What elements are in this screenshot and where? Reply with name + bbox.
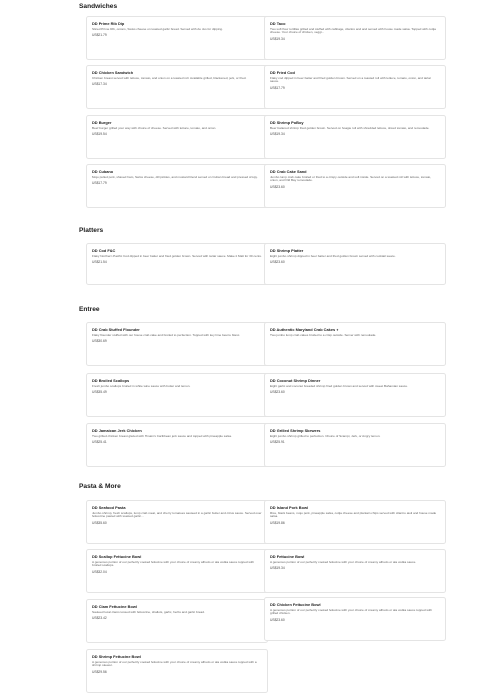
- menu-item-card[interactable]: [86, 423, 268, 467]
- menu-item-card[interactable]: [264, 243, 446, 285]
- menu-item-name: DD Fettucine Bowl: [270, 554, 305, 559]
- menu-item-price: US$17.34: [92, 82, 107, 86]
- menu-item-name: DD Grilled Shrimp Skewers: [270, 428, 321, 433]
- menu-item-name: DD Chicken Sandwich: [92, 70, 134, 75]
- menu-item-price: US$19.34: [270, 132, 285, 136]
- menu-item-name: DD Island Pork Bowl: [270, 505, 309, 510]
- menu-item-name: DD Burger: [92, 120, 112, 125]
- menu-item-name: DD Coconut Shrimp Dinner: [270, 378, 321, 383]
- menu-item-name: DD Cubano: [92, 169, 114, 174]
- menu-item-name: DD Shrimp PoBoy: [270, 120, 304, 125]
- menu-item-card[interactable]: [86, 115, 268, 159]
- menu-item-name: DD Shrimp Platter: [270, 248, 304, 253]
- menu-item-description: Eight garlic and coconut breaded shrimp fried golden brown and served with sweet Bahamian sauce.: [270, 384, 408, 388]
- menu-item-description: Jumbo lump crab cake broiled or fried to a crispy outside and soft inside. Served on a toasted roll with lettuce, tomato, onion, and Old Bay remoulade.: [270, 175, 432, 183]
- menu-item-description: Flaky cod dipped in beer batter and fried golden brown. Served on a toasted roll with lettuce, tomato, onion, and tartar sauce.: [270, 76, 431, 84]
- menu-item-card[interactable]: [86, 599, 268, 643]
- menu-item-name: DD Cod F&C: [92, 248, 116, 253]
- menu-item-name: DD Taco: [270, 21, 286, 26]
- menu-item-description: Sliced Prime Rib, onions, Swiss cheese on toasted garlic bread. Served with Au Jus for dipping.: [92, 27, 223, 31]
- menu-item-name: DD Scallop Fettucine Bowl: [92, 554, 142, 559]
- section-title-pasta-more: Pasta & More: [79, 483, 121, 490]
- menu-item-description: Chicken breast served with lettuce, tomato, and onion on a toasted roll. Available grilled, blackened, jerk, or fried.: [92, 76, 247, 80]
- menu-item-name: DD Seafood Pasta: [92, 505, 126, 510]
- menu-item-price: US$29.56: [92, 669, 107, 674]
- menu-item-name: DD Authentic Maryland Crab Cakes: [270, 327, 336, 332]
- menu-item-name: DD Clam Fettucine Bowl: [92, 604, 137, 609]
- menu-item-price: US$35.49: [92, 390, 107, 394]
- menu-item-price: US$21.54: [92, 260, 107, 264]
- menu-item-card[interactable]: [86, 322, 268, 366]
- menu-item-description: A generous portion of our perfectly cooked fettucine with your choice of creamy alfredo or ala vodka sauce topped with broiled scallops.: [92, 560, 254, 568]
- menu-item-name: DD Fried Cod: [270, 70, 295, 75]
- menu-item-price: US$19.34: [270, 566, 285, 570]
- menu-item-card[interactable]: [264, 322, 446, 366]
- menu-item-name: DD Shrimp Fettucine Bowl: [92, 654, 141, 659]
- menu-item-name: DD Jamaican Jerk Chicken: [92, 428, 142, 433]
- menu-item-description: Beef burger grilled your way with choice of cheese. Served with lettuce, tomato, and onion.: [92, 126, 217, 130]
- menu-item-description: Two soft flour tortillas grilled and stuffed with cabbage, cilantro and and served with house made salsa. Topped with cotija cheese. Your choice of chicken, veggi...: [270, 27, 436, 35]
- menu-item-name: DD Broiled Scallops: [92, 378, 130, 383]
- section-title-entree: Entree: [79, 306, 100, 313]
- menu-item-price: US$23.60: [270, 260, 285, 264]
- menu-item-card[interactable]: [264, 423, 446, 467]
- menu-item-card[interactable]: [264, 373, 446, 417]
- menu-item-name: DD Prime Rib Dip: [92, 21, 125, 26]
- menu-item-price: US$32.04: [92, 569, 107, 574]
- menu-item-card[interactable]: [264, 164, 446, 208]
- menu-item-card[interactable]: [86, 164, 268, 208]
- menu-item-price: US$23.60: [270, 617, 285, 622]
- menu-item-description: A generous portion of our perfectly cooked fettucine with your choice of creamy alfredo or ala vodka sauce topped with a shrimp skewer.: [92, 660, 257, 668]
- menu-item-description: Flaky Northern Pacific Cod dipped in beer batter and fried golden brown. Served with tartar sauce. Make it Malt for 30 cents.: [92, 254, 262, 258]
- menu-item-price: US$23.60: [270, 390, 285, 394]
- menu-item-price: US$25.41: [92, 440, 107, 444]
- menu-item-description: Sauteed local clams tossed with fettuccine, shallots, garlic, herbs and garlic bread.: [92, 610, 205, 614]
- menu-item-description: Flaky flounder stuffed with our house crab cake and broiled to perfection. Topped with key lime beurre blanc.: [92, 333, 241, 337]
- menu-item-price: US$23.42: [92, 616, 107, 620]
- menu-item-name: DD Crab Cake Sand: [270, 169, 307, 174]
- menu-item-card[interactable]: [86, 16, 268, 60]
- menu-item-card[interactable]: [264, 597, 446, 641]
- section-title-platters: Platters: [79, 227, 104, 234]
- menu-item-card[interactable]: [264, 500, 446, 544]
- menu-item-description: A generous portion of our perfectly cooked fettucine with your choice of creamy alfredo or ala vodka sauce topped with grilled chicken.: [270, 608, 432, 616]
- menu-item-price: US$19.86: [270, 520, 285, 525]
- menu-item-price: US$19.34: [270, 36, 285, 41]
- menu-item-price: US$35.60: [92, 520, 107, 525]
- menu-item-card[interactable]: [86, 373, 268, 417]
- menu-item-name-row: [270, 327, 440, 333]
- menu-item-card[interactable]: [264, 16, 446, 60]
- menu-item-description: Two jumbo lump crab cakes broiled to a crisp outside. Server with remoulade.: [270, 334, 377, 338]
- menu-item-card[interactable]: [86, 549, 268, 593]
- menu-item-card[interactable]: [86, 500, 268, 544]
- menu-item-price: US$21.79: [92, 33, 107, 37]
- menu-item-description: A generous portion of our perfectly cooked fettucine with your choice of creamy alfredo or ala vodka sauce.: [270, 560, 417, 564]
- menu-item-card[interactable]: [86, 649, 268, 693]
- menu-item-price: US$25.91: [270, 440, 285, 444]
- menu-item-name: DD Crab Stuffed Flounder: [92, 327, 140, 332]
- menu-item-price: US$17.79: [270, 85, 285, 90]
- menu-item-price: US$17.79: [92, 181, 107, 185]
- menu-item-description: Jumbo shrimp, fresh scallops, lump crab meat, and cherry tomatoes sauteed in a garlic butter and citrus sauce. Served over fettuccine pasted with toasted garlic...: [92, 511, 262, 519]
- menu-item-card[interactable]: [264, 115, 446, 159]
- menu-item-card[interactable]: [264, 549, 446, 593]
- section-title-sandwiches: Sandwiches: [79, 3, 118, 10]
- menu-item-card[interactable]: [86, 65, 268, 109]
- menu-item-description: Eight jumbo shrimp dipped in beer batter and fried golden brown served with cocktail sauce.: [270, 254, 396, 258]
- menu-item-card[interactable]: [86, 243, 268, 285]
- menu-item-price: US$30.69: [92, 339, 107, 343]
- menu-item-description: Mojo pulled pork, shaved ham, Swiss cheese, dill pickles, and mustard blend served on Cuban bread and pressed crispy.: [92, 175, 258, 179]
- menu-item-card[interactable]: [264, 65, 446, 109]
- star-badge-icon: ✦: [336, 327, 339, 332]
- menu-item-price: US$19.54: [92, 132, 107, 136]
- menu-item-description: Rice, black beans, mojo pork, pineapple salsa, cotija cheese and plantain chips served with cilantro aioli and house made salsa.: [270, 511, 437, 519]
- menu-item-description: Beer battered shrimp fried golden brown. Served on hoagie roll with shredded lettuce, sliced tomato, and remoulade.: [270, 126, 430, 130]
- menu-item-description: Eight jumbo shrimp grilled to perfection. Choice of Scampi, Jerk, or Angry lemon.: [270, 434, 381, 438]
- menu-item-description: Fresh jumbo scallops broiled in white wine sauce with butter and lemon.: [92, 384, 191, 388]
- menu-item-description: Two grilled chicken breast glazed with Hmain's Caribbean jerk sauce and topped with pineapple salsa.: [92, 434, 232, 438]
- menu-item-name: DD Chicken Fettucine Bowl: [270, 602, 321, 607]
- menu-item-price: US$23.60: [270, 184, 285, 189]
